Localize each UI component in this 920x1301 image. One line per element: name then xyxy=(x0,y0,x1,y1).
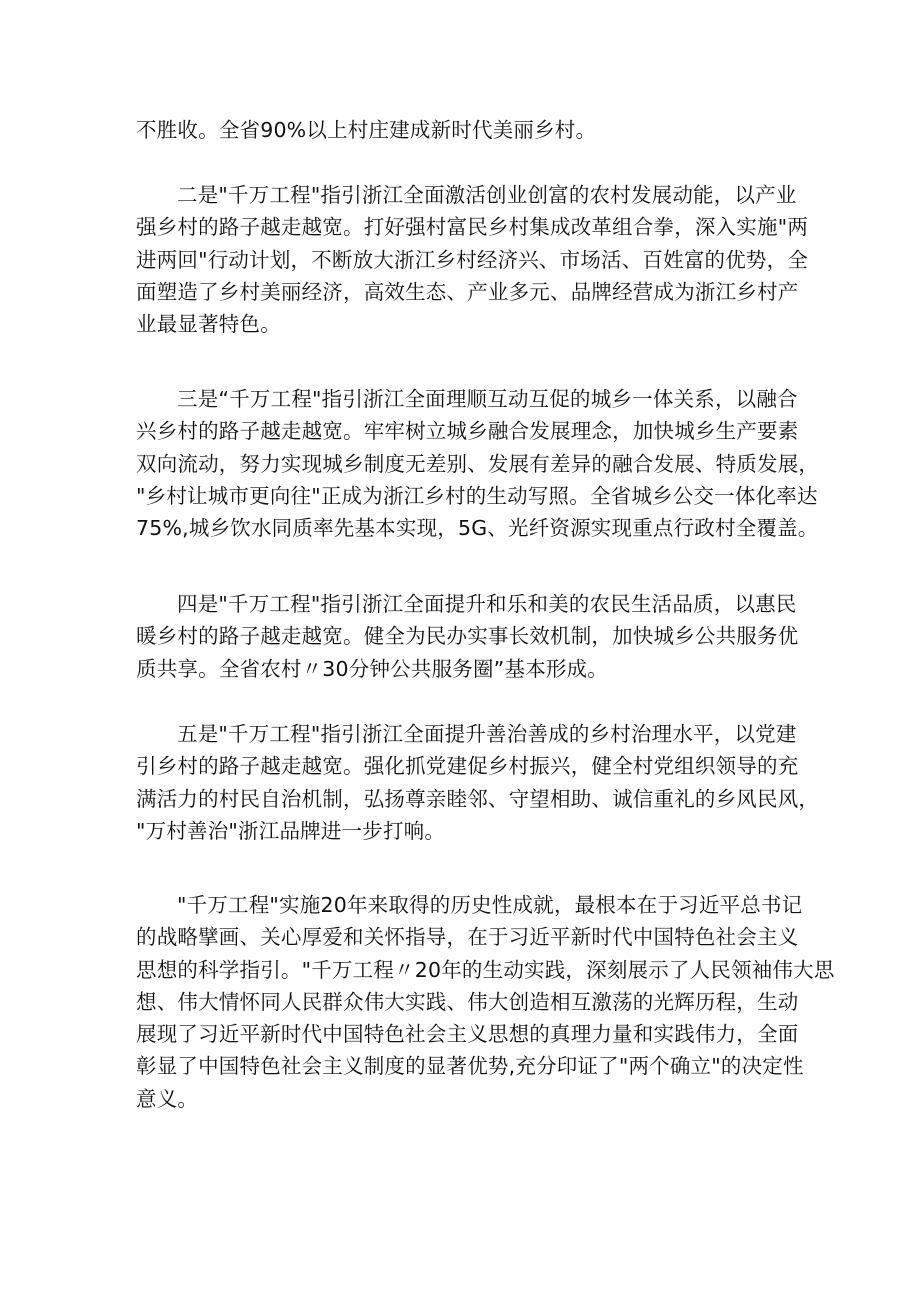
text-line: "千万工程"实施20年来取得的历史性成就，最根本在于习近平总书记 xyxy=(177,893,803,917)
text-line: 满活力的村民自治机制，弘扬尊亲睦邻、守望相助、诚信重礼的乡风民风， xyxy=(136,786,820,811)
paragraph-item-3 xyxy=(136,383,820,544)
text-line: 进两回"行动计划，不断放大浙江乡村经济兴、市场活、百姓富的优势，全 xyxy=(136,247,809,272)
text-line: 兴乡村的路子越走越宽。牢牢树立城乡融合发展理念，加快城乡生产要素 xyxy=(136,419,799,444)
text-line: 五是"千万工程"指引浙江全面提升善治善成的乡村治理水平，以党建 xyxy=(177,722,797,746)
paragraph-conclusion xyxy=(136,889,835,1115)
text-line: 彰显了中国特色社会主义制度的显著优势,充分印证了"两个确立"的决定性 xyxy=(136,1054,804,1079)
paragraph-item-5 xyxy=(136,718,820,847)
text-line: 75%,城乡饮水同质率先基本实现，5G、光纤资源实现重点行政村全覆盖。 xyxy=(136,516,819,541)
text-line: 三是“千万工程"指引浙江全面理顺互动互促的城乡一体关系，以融合 xyxy=(177,387,798,411)
paragraph-continuation xyxy=(136,114,800,146)
text-line: "万村善治"浙江品牌进一步打响。 xyxy=(136,818,446,843)
text-line: 双向流动，努力实现城乡制度无差别、发展有差异的融合发展、特质发展， xyxy=(136,451,820,476)
text-line: 面塑造了乡村美丽经济，高效生态、产业多元、品牌经营成为浙江乡村产 xyxy=(136,279,799,304)
text-line: 意义。 xyxy=(136,1086,199,1111)
text-line: 四是"千万工程"指引浙江全面提升和乐和美的农民生活品质，以惠民 xyxy=(177,592,797,616)
text-line: 暖乡村的路子越走越宽。健全为民办实事长效机制，加快城乡公共服务优 xyxy=(136,624,799,649)
paragraph-item-4 xyxy=(136,588,800,685)
text-line: 展现了习近平新时代中国特色社会主义思想的真理力量和实践伟力，全面 xyxy=(136,1022,799,1047)
text-line: "乡村让城市更向往"正成为浙江乡村的生动写照。全省城乡公交一体化率达 xyxy=(136,483,818,508)
text-line: 引乡村的路子越走越宽。强化抓党建促乡村振兴，健全村党组织领导的充 xyxy=(136,754,799,779)
text-line: 不胜收。全省90%以上村庄建成新时代美丽乡村。 xyxy=(136,118,597,142)
text-line: 想、伟大情怀同人民群众伟大实践、伟大创造相互激荡的光辉历程，生动 xyxy=(136,989,799,1014)
text-line: 思想的科学指引。"千万工程〃20年的生动实践，深刻展示了人民领袖伟大思 xyxy=(136,957,835,982)
text-line: 的战略擘画、关心厚爱和关怀指导，在于习近平新时代中国特色社会主义 xyxy=(136,925,799,950)
text-line: 质共享。全省农村〃30分钟公共服务圈”基本形成。 xyxy=(136,656,609,681)
paragraph-item-2 xyxy=(136,179,809,340)
text-line: 业最显著特色。 xyxy=(136,312,281,337)
text-line: 强乡村的路子越走越宽。打好强村富民乡村集成改革组合拳，深入实施"两 xyxy=(136,215,809,240)
text-line: 二是"千万工程"指引浙江全面激活创业创富的农村发展动能，以产业 xyxy=(177,183,797,207)
